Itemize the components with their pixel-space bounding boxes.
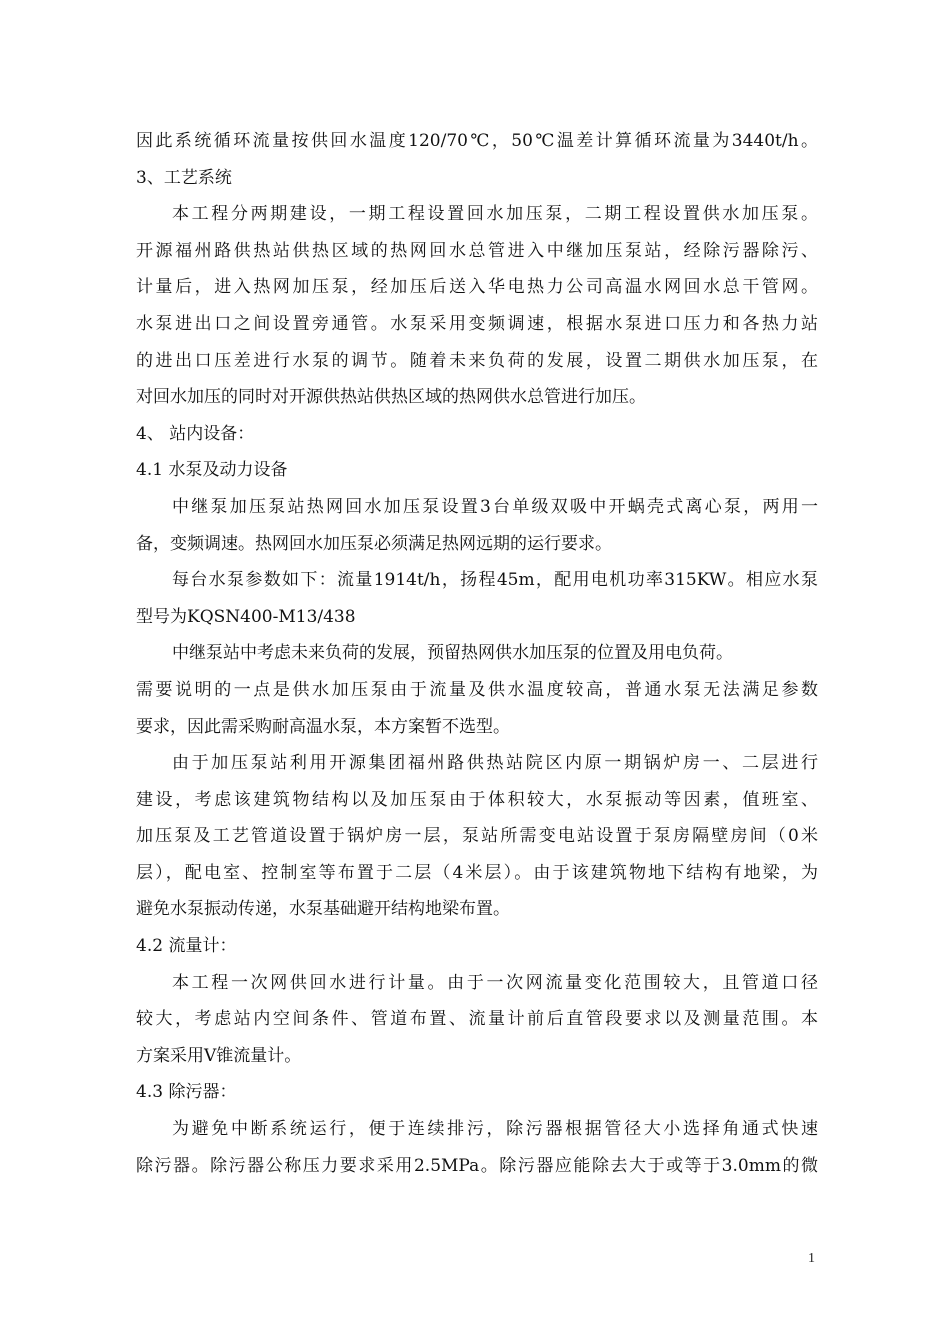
text-line: 层），配电室、控制室等布置于二层（4米层）。由于该建筑物地下结构有地梁，为 xyxy=(136,862,818,883)
text-line: 较大，考虑站内空间条件、管道布置、流量计前后直管段要求以及测量范围。本 xyxy=(136,1009,818,1030)
subsection-heading: 4.1 水泵及动力设备 xyxy=(136,460,288,481)
text-line: 型号为KQSN400-M13/438 xyxy=(136,606,356,627)
text-line: 每台水泵参数如下：流量1914t/h，扬程45m，配用电机功率315KW。相应水泵 xyxy=(172,570,818,591)
subsection-heading: 4.3 除污器： xyxy=(136,1082,237,1103)
text-line: 加压泵及工艺管道设置于锅炉房一层，泵站所需变电站设置于泵房隔壁房间（0米 xyxy=(136,826,818,847)
text-line: 除污器。除污器公称压力要求采用2.5MPa。除污器应能除去大于或等于3.0mm的微 xyxy=(136,1155,818,1176)
text-line: 为避免中断系统运行，便于连续排污，除污器根据管径大小选择角通式快速 xyxy=(172,1119,818,1140)
page-number: 1 xyxy=(808,1251,815,1266)
text-line: 水泵进出口之间设置旁通管。水泵采用变频调速，根据水泵进口压力和各热力站 xyxy=(136,313,818,334)
text-line: 中继泵站中考虑未来负荷的发展，预留热网供水加压泵的位置及用电负荷。 xyxy=(172,643,733,664)
text-line: 方案采用V锥流量计。 xyxy=(136,1045,302,1066)
text-line: 对回水加压的同时对开源供热站供热区域的热网供水总管进行加压。 xyxy=(136,387,646,408)
text-line: 由于加压泵站利用开源集团福州路供热站院区内原一期锅炉房一、二层进行 xyxy=(172,753,818,774)
text-line: 需要说明的一点是供水加压泵由于流量及供水温度较高，普通水泵无法满足参数 xyxy=(136,679,818,700)
text-line: 开源福州路供热站供热区域的热网回水总管进入中继加压泵站，经除污器除污、 xyxy=(136,240,818,261)
text-line: 备，变频调速。热网回水加压泵必须满足热网远期的运行要求。 xyxy=(136,533,612,554)
section-heading: 3、工艺系统 xyxy=(136,167,232,188)
section-heading: 4、 站内设备： xyxy=(136,423,255,444)
text-line: 中继泵加压泵站热网回水加压泵设置3台单级双吸中开蜗壳式离心泵，两用一 xyxy=(172,496,818,517)
text-line: 要求，因此需采购耐高温水泵，本方案暂不选型。 xyxy=(136,716,510,737)
text-line: 的进出口压差进行水泵的调节。随着未来负荷的发展，设置二期供水加压泵，在 xyxy=(136,350,818,371)
text-line: 本工程一次网供回水进行计量。由于一次网流量变化范围较大，且管道口径 xyxy=(172,972,818,993)
text-line: 建设，考虑该建筑物结构以及加压泵由于体积较大，水泵振动等因素，值班室、 xyxy=(136,789,818,810)
text-line: 因此系统循环流量按供回水温度120/70℃，50℃温差计算循环流量为3440t/h。 xyxy=(136,131,818,151)
text-line: 计量后，进入热网加压泵，经加压后送入华电热力公司高温水网回水总干管网。 xyxy=(136,277,818,298)
text-line: 本工程分两期建设，一期工程设置回水加压泵，二期工程设置供水加压泵。 xyxy=(172,204,818,225)
text-line: 避免水泵振动传递，水泵基础避开结构地梁布置。 xyxy=(136,899,510,920)
subsection-heading: 4.2 流量计： xyxy=(136,936,237,957)
document-body xyxy=(136,123,818,1184)
